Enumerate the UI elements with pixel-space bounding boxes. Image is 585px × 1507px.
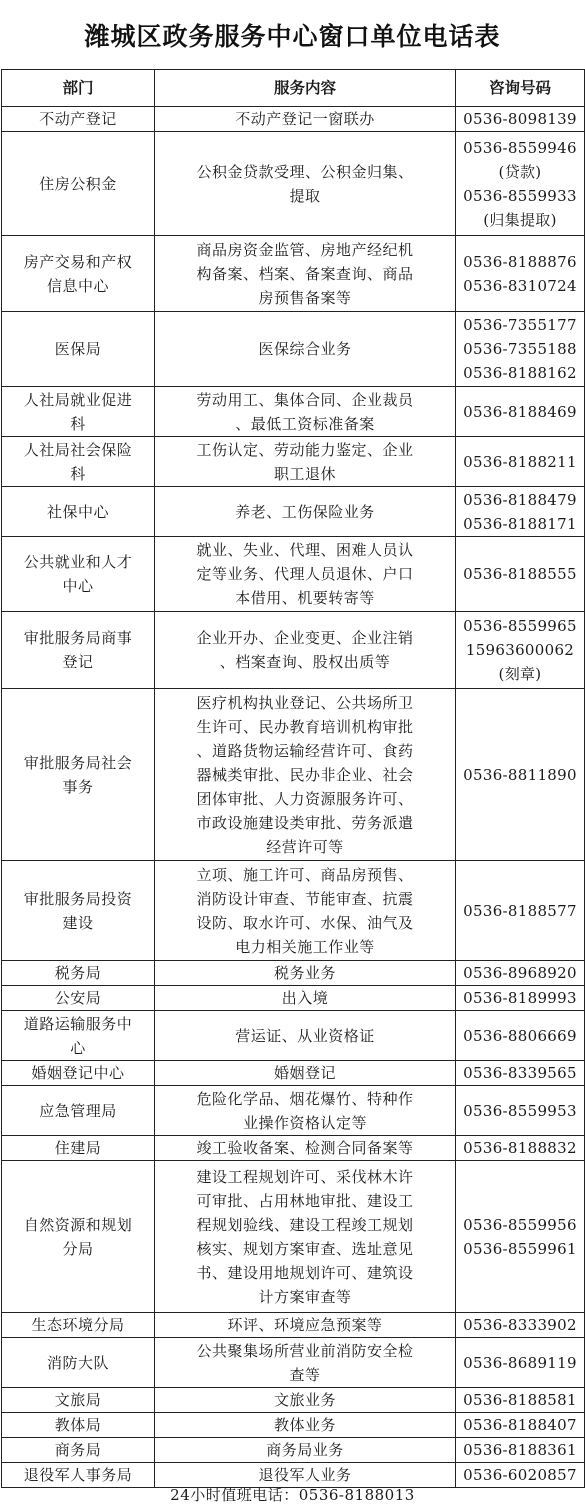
department-cell xyxy=(2,487,155,537)
phone-cell-line: (刻章) xyxy=(498,665,542,683)
service-cell xyxy=(155,1338,456,1388)
phone-table xyxy=(1,69,585,1488)
service-cell xyxy=(155,1438,456,1463)
service-cell-line: 养老、工伤保险业务 xyxy=(235,502,375,521)
department-cell xyxy=(2,612,155,689)
phone-cell-line: 0536-8188407 xyxy=(463,1416,577,1434)
service-cell xyxy=(155,1388,456,1413)
phone-cell-line: 0536-8559961 xyxy=(463,1239,577,1258)
service-cell xyxy=(155,861,456,961)
department-cell-line: 公安局 xyxy=(54,989,102,1007)
table-row xyxy=(2,1086,585,1136)
service-cell-line: 团体审批、人力资源服务许可、 xyxy=(196,789,414,808)
service-cell-line: 书、建设用地规划许可、建筑设 xyxy=(196,1263,414,1282)
phone-cell xyxy=(456,689,585,861)
phone-cell-line: 0536-8098139 xyxy=(463,110,577,128)
service-cell-line: 、档案查询、股权出质等 xyxy=(219,653,391,671)
table-row xyxy=(2,861,585,961)
department-cell-line: 商务局 xyxy=(54,1441,102,1459)
department-cell xyxy=(2,1086,155,1136)
table-row xyxy=(2,537,585,612)
department-cell xyxy=(2,312,155,387)
service-cell-line: 教体业务 xyxy=(273,1416,336,1434)
service-cell xyxy=(155,1413,456,1438)
department-cell-line: 退役军人事务局 xyxy=(23,1466,133,1484)
phone-cell-line: 0536-8689119 xyxy=(463,1353,577,1372)
phone-cell xyxy=(456,612,585,689)
phone-cell xyxy=(456,1388,585,1413)
department-cell-line: 教体局 xyxy=(54,1416,102,1434)
service-cell-line: 营运证、从业资格证 xyxy=(235,1026,375,1045)
service-cell-line: 医疗机构执业登记、公共场所卫 xyxy=(196,693,414,712)
table-row xyxy=(2,107,585,132)
phone-cell-line: 0536-8968920 xyxy=(463,964,577,982)
phone-cell xyxy=(456,236,585,312)
department-cell xyxy=(2,1061,155,1086)
department-cell-line: 公共就业和人才 xyxy=(23,553,133,571)
service-cell xyxy=(155,487,456,537)
phone-cell xyxy=(456,1338,585,1388)
department-cell-line: 房产交易和产权 xyxy=(23,252,133,271)
phone-cell-line: 0536-8188469 xyxy=(463,402,577,421)
phone-cell-line: 0536-8188876 xyxy=(463,252,577,271)
department-cell xyxy=(2,1011,155,1061)
service-cell-line: 器械类审批、民办非企业、社会 xyxy=(196,765,414,784)
table-row xyxy=(2,487,585,537)
service-cell-line: 设防、取水许可、水保、油气及 xyxy=(196,913,414,932)
header-phone: 咨询号码 xyxy=(456,70,585,107)
phone-cell xyxy=(456,437,585,487)
table-row xyxy=(2,689,585,861)
department-cell-line: 分局 xyxy=(62,1239,94,1258)
department-cell-line: 住建局 xyxy=(54,1139,102,1157)
department-cell-line: 登记 xyxy=(62,653,94,671)
service-cell-line: 竣工验收备案、检测合同备案等 xyxy=(196,1139,414,1157)
table-header-row xyxy=(2,70,585,107)
department-cell-line: 科 xyxy=(70,464,86,483)
service-cell xyxy=(155,1011,456,1061)
department-cell-line: 建设 xyxy=(62,913,94,932)
phone-cell-line: 0536-8188211 xyxy=(463,452,577,471)
service-cell-line: 计方案审查等 xyxy=(258,1287,352,1306)
phone-cell xyxy=(456,1438,585,1463)
phone-cell-line: 0536-6020857 xyxy=(463,1466,577,1484)
phone-cell-line: 0536-8310724 xyxy=(463,276,577,295)
department-cell-line: 人社局就业促进 xyxy=(23,390,133,409)
phone-cell xyxy=(456,537,585,612)
service-cell-line: 职工退休 xyxy=(273,464,336,483)
phone-cell xyxy=(456,961,585,986)
department-cell-line: 文旅局 xyxy=(54,1391,102,1409)
department-cell xyxy=(2,961,155,986)
service-cell-line: 构备案、档案、备案查询、商品 xyxy=(196,264,414,283)
table-row xyxy=(2,1136,585,1161)
phone-cell-line: 0536-8188832 xyxy=(463,1139,577,1157)
department-cell xyxy=(2,236,155,312)
department-cell-line: 住房公积金 xyxy=(39,174,117,193)
department-cell-line: 审批服务局投资 xyxy=(23,889,133,908)
phone-cell-line: 0536-7355188 xyxy=(463,340,577,358)
phone-cell xyxy=(456,1313,585,1338)
service-cell-line: 公共聚集场所营业前消防安全检 xyxy=(196,1341,414,1360)
table-row xyxy=(2,1061,585,1086)
phone-cell-line: 0536-8559965 xyxy=(463,617,577,635)
phone-cell xyxy=(456,986,585,1011)
phone-cell-line: 0536-8333902 xyxy=(463,1316,577,1334)
service-cell-line: 医保综合业务 xyxy=(258,340,352,358)
service-cell xyxy=(155,1086,456,1136)
phone-cell xyxy=(456,487,585,537)
department-cell xyxy=(2,1388,155,1413)
table-row xyxy=(2,1313,585,1338)
department-cell xyxy=(2,1338,155,1388)
service-cell xyxy=(155,107,456,132)
phone-cell-line: 0536-8806669 xyxy=(463,1026,577,1045)
header-department: 部门 xyxy=(2,70,155,107)
service-cell-line: 就业、失业、代理、困难人员认 xyxy=(196,541,414,559)
table-row xyxy=(2,1388,585,1413)
table-row xyxy=(2,437,585,487)
department-cell xyxy=(2,437,155,487)
service-cell xyxy=(155,236,456,312)
service-cell xyxy=(155,387,456,437)
department-cell-line: 人社局社会保险 xyxy=(23,440,133,459)
service-cell-line: 、道路货物运输经营许可、食药 xyxy=(196,741,414,760)
service-cell-line: 提取 xyxy=(289,186,321,205)
department-cell-line: 消防大队 xyxy=(46,1353,109,1372)
phone-cell xyxy=(456,107,585,132)
table-row xyxy=(2,986,585,1011)
department-cell-line: 应急管理局 xyxy=(39,1101,117,1120)
table-row xyxy=(2,1011,585,1061)
table-row xyxy=(2,236,585,312)
service-cell-line: 退役军人业务 xyxy=(258,1466,352,1484)
phone-cell-line: 15963600062 xyxy=(465,641,575,659)
phone-cell-line: 0536-8188162 xyxy=(463,364,577,382)
service-cell xyxy=(155,612,456,689)
phone-cell-line: 0536-8339565 xyxy=(463,1064,577,1082)
phone-cell xyxy=(456,1136,585,1161)
service-cell-line: 房预售备案等 xyxy=(258,288,352,307)
service-cell-line: 、最低工资标准备案 xyxy=(235,414,375,433)
service-cell-line: 商务局业务 xyxy=(266,1441,344,1459)
service-cell-line: 程规划验线、建设工程竣工规划 xyxy=(196,1215,414,1234)
phone-cell-line: (贷款) xyxy=(498,162,542,181)
phone-cell xyxy=(456,1086,585,1136)
phone-cell xyxy=(456,312,585,387)
table-row xyxy=(2,1161,585,1313)
duty-phone-footer: 24小时值班电话：0536-8188013 xyxy=(170,1486,415,1504)
service-cell xyxy=(155,1136,456,1161)
service-cell xyxy=(155,537,456,612)
service-cell-line: 立项、施工许可、商品房预售、 xyxy=(196,865,414,884)
service-cell xyxy=(155,312,456,387)
service-cell-line: 环评、环境应急预案等 xyxy=(227,1316,383,1334)
service-cell-line: 税务业务 xyxy=(273,964,336,982)
department-cell-line: 婚姻登记中心 xyxy=(31,1064,125,1082)
service-cell-line: 商品房资金监管、房地产经纪机 xyxy=(196,240,414,259)
department-cell-line: 信息中心 xyxy=(46,276,109,295)
phone-cell-line: 0536-8559953 xyxy=(463,1101,577,1120)
department-cell-line: 医保局 xyxy=(54,340,102,358)
department-cell-line: 审批服务局社会 xyxy=(23,753,133,772)
department-cell xyxy=(2,689,155,861)
phone-cell-line: 0536-8811890 xyxy=(463,765,577,784)
department-cell xyxy=(2,1413,155,1438)
phone-cell-line: 0536-8188581 xyxy=(463,1391,577,1409)
service-cell-line: 公积金贷款受理、公积金归集、 xyxy=(196,162,414,181)
table-row xyxy=(2,961,585,986)
phone-cell-line: 0536-8188555 xyxy=(463,565,577,583)
phone-cell xyxy=(456,861,585,961)
department-cell xyxy=(2,1136,155,1161)
department-cell-line: 审批服务局商事 xyxy=(23,629,133,647)
table-body xyxy=(2,107,585,1488)
department-cell-line: 心 xyxy=(70,1038,86,1057)
phone-cell xyxy=(456,1011,585,1061)
phone-cell-line: 0536-8188171 xyxy=(463,514,577,533)
service-cell xyxy=(155,1061,456,1086)
department-cell xyxy=(2,861,155,961)
department-cell-line: 事务 xyxy=(62,777,94,796)
service-cell-line: 不动产登记一窗联办 xyxy=(235,110,375,128)
service-cell xyxy=(155,437,456,487)
department-cell-line: 税务局 xyxy=(54,964,102,982)
phone-cell xyxy=(456,1413,585,1438)
phone-cell xyxy=(456,387,585,437)
table-row xyxy=(2,612,585,689)
table-row xyxy=(2,1338,585,1388)
table-row xyxy=(2,387,585,437)
table-row xyxy=(2,132,585,236)
department-cell-line: 中心 xyxy=(62,577,94,595)
service-cell-line: 工伤认定、劳动能力鉴定、企业 xyxy=(196,440,414,459)
service-cell-line: 建设工程规划许可、采伐林木许 xyxy=(196,1167,414,1186)
service-cell-line: 可审批、占用林地审批、建设工 xyxy=(196,1191,414,1210)
service-cell-line: 核实、规划方案审查、选址意见 xyxy=(196,1239,414,1258)
department-cell xyxy=(2,1438,155,1463)
department-cell-line: 道路运输服务中 xyxy=(23,1014,133,1033)
department-cell xyxy=(2,132,155,236)
department-cell-line: 不动产登记 xyxy=(39,110,117,128)
service-cell-line: 生许可、民办教育培训机构审批 xyxy=(196,717,414,736)
phone-cell-line: (归集提取) xyxy=(483,210,557,229)
service-cell-line: 业操作资格认定等 xyxy=(242,1113,367,1132)
phone-cell-line: 0536-8188577 xyxy=(463,901,577,920)
department-cell-line: 自然资源和规划 xyxy=(23,1215,133,1234)
service-cell xyxy=(155,1161,456,1313)
service-cell-line: 本借用、机要转寄等 xyxy=(235,589,375,607)
phone-cell-line: 0536-8188479 xyxy=(463,490,577,509)
service-cell xyxy=(155,986,456,1011)
department-cell xyxy=(2,1313,155,1338)
department-cell xyxy=(2,387,155,437)
service-cell-line: 消防设计审查、节能审查、抗震 xyxy=(196,889,414,908)
phone-cell-line: 0536-8559933 xyxy=(463,186,577,205)
service-cell-line: 电力相关施工作业等 xyxy=(235,937,375,956)
department-cell-line: 科 xyxy=(70,414,86,433)
service-cell-line: 婚姻登记 xyxy=(273,1064,336,1082)
department-cell xyxy=(2,986,155,1011)
service-cell xyxy=(155,1313,456,1338)
service-cell-line: 定等业务、代理人员退休、户口 xyxy=(196,565,414,583)
service-cell xyxy=(155,689,456,861)
service-cell-line: 危险化学品、烟花爆竹、特种作 xyxy=(196,1089,414,1108)
department-cell xyxy=(2,537,155,612)
service-cell-line: 企业开办、企业变更、企业注销 xyxy=(196,629,414,647)
department-cell-line: 生态环境分局 xyxy=(31,1316,125,1334)
phone-cell xyxy=(456,132,585,236)
phone-cell-line: 0536-8188361 xyxy=(463,1441,577,1459)
service-cell-line: 出入境 xyxy=(281,989,329,1007)
service-cell-line: 文旅业务 xyxy=(273,1391,336,1409)
service-cell xyxy=(155,132,456,236)
phone-cell xyxy=(456,1061,585,1086)
department-cell-line: 社保中心 xyxy=(46,502,109,521)
table-row xyxy=(2,312,585,387)
phone-cell-line: 0536-8189993 xyxy=(463,989,577,1007)
service-cell-line: 经营许可等 xyxy=(266,837,344,856)
department-cell xyxy=(2,107,155,132)
service-cell-line: 查等 xyxy=(289,1365,321,1384)
service-cell xyxy=(155,961,456,986)
table-row xyxy=(2,1413,585,1438)
phone-cell xyxy=(456,1161,585,1313)
service-cell-line: 市政设施建设类审批、劳务派遣 xyxy=(196,813,414,832)
table-row xyxy=(2,1438,585,1463)
phone-cell-line: 0536-8559946 xyxy=(463,138,577,157)
page-title: 潍城区政务服务中心窗口单位电话表 xyxy=(84,22,501,51)
service-cell-line: 劳动用工、集体合同、企业裁员 xyxy=(196,390,414,409)
header-service: 服务内容 xyxy=(155,70,456,107)
department-cell xyxy=(2,1161,155,1313)
phone-cell-line: 0536-7355177 xyxy=(463,316,577,334)
phone-cell-line: 0536-8559956 xyxy=(463,1215,577,1234)
